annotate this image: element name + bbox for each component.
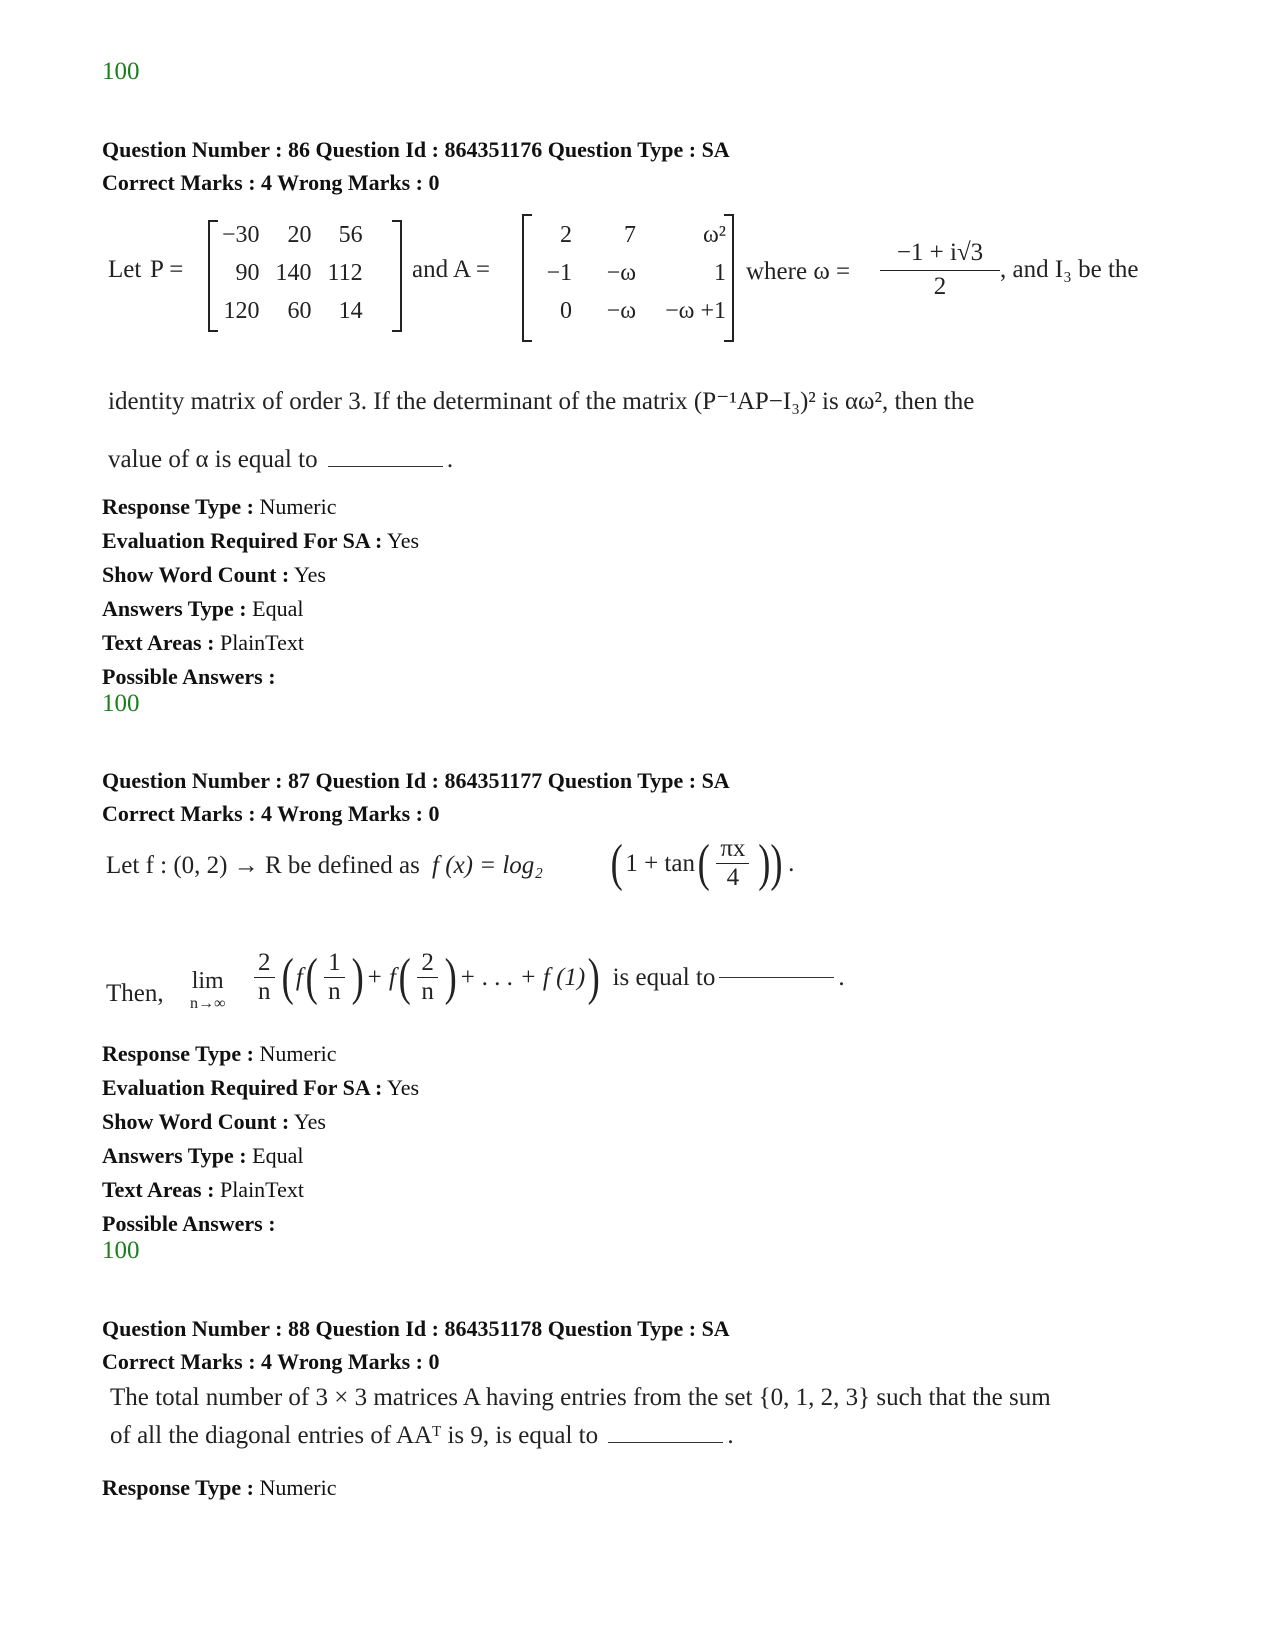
p-cell: 90	[235, 259, 260, 286]
pi-numerator: πx	[716, 835, 749, 864]
one-over-n	[324, 949, 345, 1006]
meta-value: Equal	[252, 1143, 304, 1168]
a-cell: −ω +1	[665, 297, 726, 324]
p-cell: 120	[223, 297, 260, 324]
q87-log-arg: ( 1 + tan ( $\frac{\pi x}{4}$ )) .	[610, 835, 795, 892]
p-cell: 112	[327, 259, 363, 286]
dots: + . . . + f (1)	[459, 963, 586, 991]
meta-label: Show Word Count :	[102, 1109, 290, 1134]
omega-denominator: 2	[933, 273, 947, 300]
denominator: n	[258, 978, 271, 1005]
p-cell: 20	[287, 221, 312, 248]
possible-answer-value: 100	[102, 58, 140, 85]
a-cell: ω²	[703, 221, 726, 248]
q86-where: where ω =	[746, 258, 851, 285]
answer-blank	[608, 1442, 723, 1443]
meta-label: Response Type :	[102, 494, 254, 519]
p-cell: −30	[222, 221, 260, 248]
limit	[190, 968, 225, 1013]
question-marks: Correct Marks : 4 Wrong Marks : 0	[102, 1349, 440, 1374]
meta-value: Yes	[387, 528, 420, 553]
meta-row	[102, 660, 419, 694]
meta-row	[102, 1207, 419, 1241]
a-cell: −ω	[606, 259, 636, 286]
question-header: Question Number : 87 Question Id : 864351177 Question Type : SA	[102, 768, 730, 793]
a-cell: 1	[714, 259, 726, 286]
possible-answer-value: 100	[102, 690, 140, 717]
denominator: n	[328, 978, 341, 1005]
q87-line1	[106, 852, 543, 880]
question-header: Question Number : 86 Question Id : 864351176 Question Type : SA	[102, 137, 730, 162]
p-matrix	[214, 216, 371, 330]
question-marks: Correct Marks : 4 Wrong Marks : 0	[102, 170, 440, 195]
lim-word: lim	[191, 968, 224, 994]
a-cell: 2	[560, 221, 572, 248]
a-cell: 7	[624, 221, 636, 248]
meta-row	[102, 1139, 419, 1173]
omega-numerator: −1 + i√3	[880, 236, 1000, 271]
meta-label: Evaluation Required For SA :	[102, 528, 383, 553]
q87-line1-c: 1 + tan	[625, 849, 695, 877]
possible-answer-value: 100	[102, 1237, 140, 1264]
paren-open: (	[610, 835, 623, 892]
f-symbol: f	[295, 963, 303, 991]
meta-row	[102, 490, 419, 524]
meta-row	[102, 1471, 336, 1505]
matrix-bracket-right	[724, 214, 734, 342]
omega-fraction	[880, 236, 1000, 303]
question-marks: Correct Marks : 4 Wrong Marks : 0	[102, 801, 440, 826]
meta-value: PlainText	[219, 630, 304, 655]
meta-label: Evaluation Required For SA :	[102, 1075, 383, 1100]
paren-open: (	[398, 949, 411, 1006]
paren-close: )	[587, 949, 600, 1006]
meta-label: Response Type :	[102, 1475, 254, 1500]
q88-line1: The total number of 3 × 3 matrices A having entries from the set {0, 1, 2, 3} such that the sum	[110, 1384, 1051, 1411]
meta-row	[102, 1071, 419, 1105]
p-cell: 56	[338, 221, 363, 248]
meta-label: Possible Answers :	[102, 664, 276, 689]
denominator: n	[421, 978, 434, 1005]
question-header: Question Number : 88 Question Id : 864351178 Question Type : SA	[102, 1316, 730, 1341]
q88-line2: of all the diagonal entries of AAᵀ is 9, is equal to .	[110, 1422, 734, 1449]
q86-p-label: P =	[150, 256, 184, 283]
paren-open: (	[305, 949, 318, 1006]
numerator: 2	[254, 949, 275, 978]
meta-row	[102, 1173, 419, 1207]
meta-row	[102, 1037, 419, 1071]
meta-value: Numeric	[259, 1475, 337, 1500]
meta-label: Text Areas :	[102, 1177, 215, 1202]
answer-blank	[719, 977, 834, 978]
meta-row	[102, 626, 419, 660]
q86-tail: , and I₃ be the	[1000, 256, 1139, 283]
lim-subscript: n→∞	[190, 995, 226, 1012]
q86-meta	[102, 490, 419, 694]
meta-row	[102, 524, 419, 558]
paren-close: )	[351, 949, 364, 1006]
q87-then: Then,	[106, 980, 164, 1007]
meta-value: Equal	[252, 596, 304, 621]
meta-value: Numeric	[259, 1041, 337, 1066]
p-cell: 60	[287, 297, 312, 324]
q87-sum: $\frac{2}{n}$ ( f ( $\frac{1}{n}$ ) + f ( $\frac{2}{n}$ ) + . . . + f (1) ) is equal to .	[250, 948, 845, 1007]
paren-open: (	[697, 835, 710, 892]
two-over-n	[254, 949, 275, 1006]
a-cell: −1	[546, 259, 572, 286]
two-over-n	[417, 949, 438, 1006]
meta-value: Yes	[293, 1109, 326, 1134]
paren-close: ))	[758, 835, 783, 892]
meta-label: Answers Type :	[102, 596, 247, 621]
matrix-bracket-right	[392, 220, 402, 332]
q88-meta	[102, 1471, 336, 1505]
pi-denominator: 4	[726, 864, 740, 891]
meta-label: Response Type :	[102, 1041, 254, 1066]
meta-value: Numeric	[259, 494, 337, 519]
q87-line1-b: f (x) = log₂	[432, 852, 543, 879]
q86-line3: value of α is equal to .	[108, 446, 454, 473]
q87-meta	[102, 1037, 419, 1241]
q86-line2: identity matrix of order 3. If the determinant of the matrix (P⁻¹AP−I₃)² is αω², then the	[108, 388, 975, 415]
meta-value: Yes	[387, 1075, 420, 1100]
answer-blank	[328, 466, 443, 467]
meta-row	[102, 1105, 419, 1139]
numerator: 1	[324, 949, 345, 978]
paren-open: (	[281, 949, 294, 1006]
plus-f: + f	[365, 963, 397, 991]
q86-line3-text: value of α is equal to	[108, 446, 318, 473]
meta-row	[102, 558, 419, 592]
meta-value: PlainText	[219, 1177, 304, 1202]
q88-line2-text: of all the diagonal entries of AAᵀ is 9, is equal to	[110, 1422, 599, 1449]
is-equal: is equal to	[612, 963, 716, 991]
q86-let: Let	[108, 256, 142, 283]
meta-label: Possible Answers :	[102, 1211, 276, 1236]
pi-fraction	[716, 835, 749, 892]
meta-label: Answers Type :	[102, 1143, 247, 1168]
q87-line1-a: Let f : (0, 2) → R be defined as	[106, 852, 420, 879]
meta-row	[102, 592, 419, 626]
meta-label: Text Areas :	[102, 630, 215, 655]
p-cell: 140	[275, 259, 312, 286]
meta-value: Yes	[293, 562, 326, 587]
paren-close: )	[444, 949, 457, 1006]
numerator: 2	[417, 949, 438, 978]
q86-and-a: and A =	[412, 256, 490, 283]
p-cell: 14	[338, 297, 363, 324]
a-cell: 0	[560, 297, 572, 324]
meta-label: Show Word Count :	[102, 562, 290, 587]
a-matrix	[528, 216, 734, 330]
a-cell: −ω	[606, 297, 636, 324]
